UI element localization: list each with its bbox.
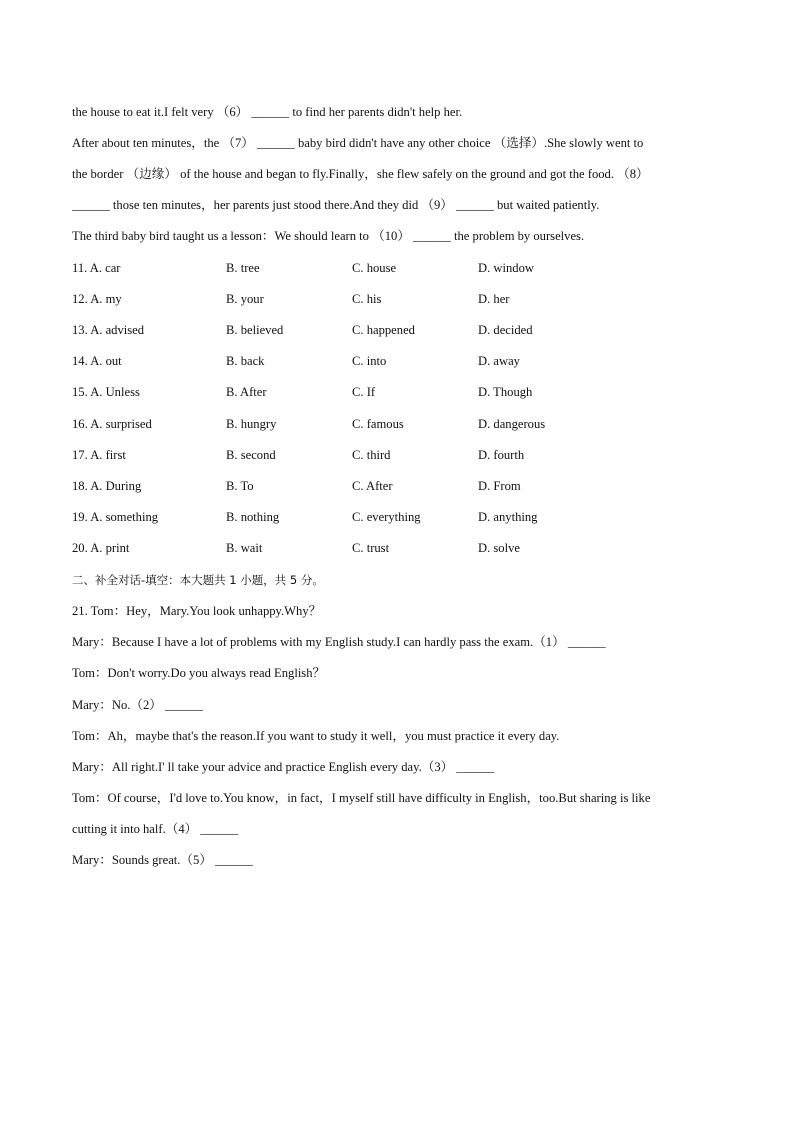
question-12-options [72, 291, 672, 307]
option-c: C. If [352, 385, 376, 399]
option-b: B. To [226, 479, 254, 493]
option-a: 20. A. print [72, 541, 130, 555]
option-c: C. his [352, 292, 382, 306]
passage-line: ______ those ten minutes，her parents just stood there.And they did （9） ______ but waited patiently. [72, 198, 600, 212]
option-d: D. window [478, 261, 534, 275]
option-c: C. happened [352, 323, 415, 337]
passage-line: the border （边缘） of the house and began to fly.Finally，she flew safely on the ground and got the food. （8） [72, 167, 649, 181]
option-a: 15. A. Unless [72, 385, 140, 399]
question-15-options [72, 384, 672, 400]
dialogue-line: Tom：Ah，maybe that's the reason.If you want to study it well，you must practice it every day. [72, 729, 560, 743]
option-a: 11. A. car [72, 261, 121, 275]
option-d: D. away [478, 354, 520, 368]
question-14-options [72, 353, 672, 369]
passage-line: the house to eat it.I felt very （6） ______ to find her parents didn't help her. [72, 105, 463, 119]
question-20-options [72, 540, 672, 556]
question-19-options [72, 509, 672, 525]
passage-line: After about ten minutes，the （7） ______ baby bird didn't have any other choice （选择）.She slowly went to [72, 136, 644, 150]
option-c: C. into [352, 354, 387, 368]
section-heading: 二、补全对话-填空：本大题共 1 小题，共 5 分。 [72, 573, 324, 587]
option-a: 14. A. out [72, 354, 122, 368]
option-c: C. After [352, 479, 393, 493]
dialogue-line: Mary：All right.I' ll take your advice and practice English every day.（3） ______ [72, 760, 495, 774]
question-17-options [72, 447, 672, 463]
dialogue-line: 21. Tom：Hey，Mary.You look unhappy.Why？ [72, 604, 322, 618]
option-d: D. dangerous [478, 417, 546, 431]
option-a: 12. A. my [72, 292, 122, 306]
option-b: B. believed [226, 323, 284, 337]
question-13-options [72, 322, 672, 338]
option-d: D. decided [478, 323, 533, 337]
option-c: C. trust [352, 541, 390, 555]
option-d: D. fourth [478, 448, 525, 462]
option-b: B. After [226, 385, 267, 399]
question-16-options [72, 416, 672, 432]
option-b: B. back [226, 354, 265, 368]
option-b: B. second [226, 448, 276, 462]
option-d: D. her [478, 292, 510, 306]
option-d: D. Though [478, 385, 533, 399]
option-b: B. hungry [226, 417, 277, 431]
option-b: B. your [226, 292, 264, 306]
option-a: 18. A. During [72, 479, 142, 493]
question-11-options [72, 260, 672, 276]
passage-line: The third baby bird taught us a lesson：We should learn to （10） ______ the problem by ourselves. [72, 229, 585, 243]
option-a: 17. A. first [72, 448, 126, 462]
dialogue-line: Mary：No.（2） ______ [72, 698, 203, 712]
option-d: D. From [478, 479, 521, 493]
dialogue-line: Tom：Don't worry.Do you always read English？ [72, 666, 326, 680]
option-a: 19. A. something [72, 510, 159, 524]
option-d: D. solve [478, 541, 520, 555]
option-a: 16. A. surprised [72, 417, 152, 431]
option-b: B. tree [226, 261, 260, 275]
option-c: C. famous [352, 417, 404, 431]
option-b: B. nothing [226, 510, 280, 524]
dialogue-line: cutting it into half.（4） ______ [72, 822, 239, 836]
option-a: 13. A. advised [72, 323, 145, 337]
option-c: C. everything [352, 510, 421, 524]
option-d: D. anything [478, 510, 538, 524]
option-c: C. third [352, 448, 391, 462]
option-b: B. wait [226, 541, 263, 555]
question-18-options [72, 478, 672, 494]
option-c: C. house [352, 261, 397, 275]
dialogue-line: Tom：Of course，I'd love to.You know，in fact，I myself still have difficulty in English，too.But sharing is like [72, 791, 651, 805]
dialogue-line: Mary：Sounds great.（5） ______ [72, 853, 253, 867]
dialogue-line: Mary：Because I have a lot of problems with my English study.I can hardly pass the exam.（1） ______ [72, 635, 606, 649]
